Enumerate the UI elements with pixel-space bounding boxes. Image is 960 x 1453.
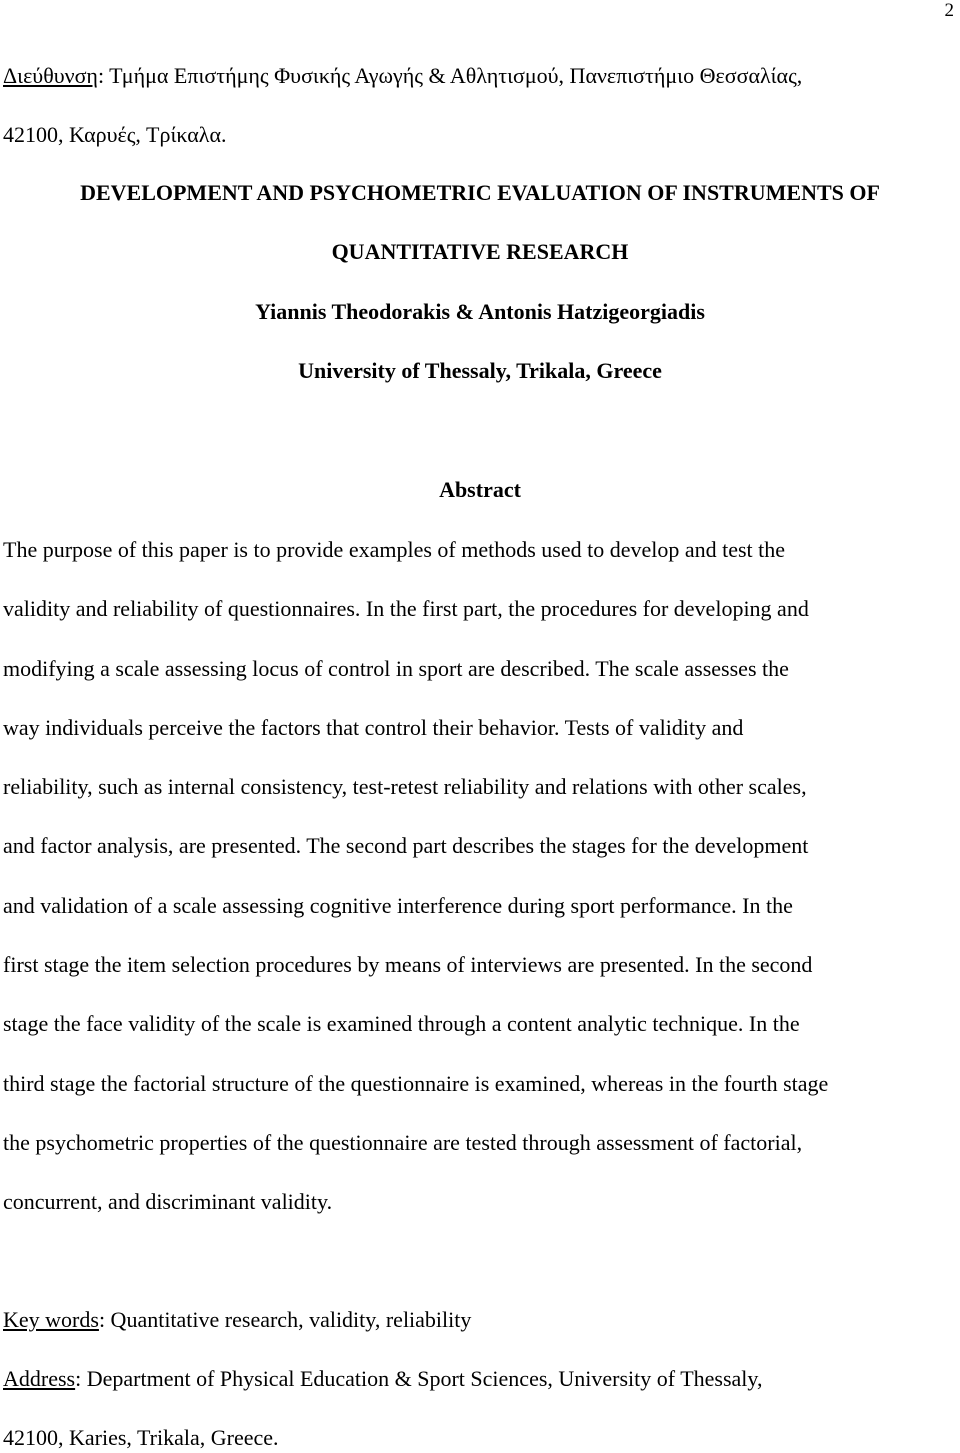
abstract-line: concurrent, and discriminant validity. <box>3 1189 333 1215</box>
address-line-1 <box>3 1364 762 1394</box>
authors: Yiannis Theodorakis & Antonis Hatzigeorgiadis <box>255 299 705 324</box>
greek-address-text: : Τμήμα Επιστήμης Φυσικής Αγωγής & Αθλητισμού, Πανεπιστήμιο Θεσσαλίας, <box>97 63 803 88</box>
abstract-line: The purpose of this paper is to provide examples of methods used to develop and test the <box>3 537 786 562</box>
affiliation: University of Thessaly, Trikala, Greece <box>298 358 662 383</box>
address-text: : Department of Physical Education & Sport Sciences, University of Thessaly, <box>75 1366 763 1391</box>
abstract-line: modifying a scale assessing locus of control in sport are described. The scale assesses the <box>3 655 789 681</box>
abstract-line: first stage the item selection procedures by means of interviews are presented. In the second <box>3 952 813 978</box>
page-number: 2 <box>944 0 954 21</box>
keywords <box>3 1305 471 1335</box>
keywords-label: Key words <box>3 1307 99 1332</box>
title-line-1: DEVELOPMENT AND PSYCHOMETRIC EVALUATION OF INSTRUMENTS OF <box>80 180 880 205</box>
abstract-line: and factor analysis, are presented. The second part describes the stages for the development <box>3 833 809 859</box>
address-label: Address <box>3 1366 76 1391</box>
address-line-2: 42100, Karies, Trikala, Greece. <box>3 1425 279 1450</box>
abstract-line: reliability, such as internal consistency, test-retest reliability and relations with other scales, <box>3 774 807 800</box>
greek-address-label: Διεύθυνση <box>3 63 98 88</box>
greek-address-line-2: 42100, Καρυές, Τρίκαλα. <box>3 122 227 147</box>
abstract-line: validity and reliability of questionnaires. In the first part, the procedures for developing and <box>3 596 809 622</box>
abstract-line: and validation of a scale assessing cognitive interference during sport performance. In the <box>3 892 793 918</box>
abstract-body <box>3 520 960 1232</box>
abstract-line: way individuals perceive the factors that control their behavior. Tests of validity and <box>3 714 744 740</box>
greek-address-line-1 <box>3 61 802 91</box>
abstract-line: stage the face validity of the scale is examined through a content analytic technique. In the <box>3 1011 800 1037</box>
keywords-text: : Quantitative research, validity, reliability <box>98 1307 472 1332</box>
abstract-line: third stage the factorial structure of the questionnaire is examined, whereas in the fourth stage <box>3 1070 829 1096</box>
title-line-2: QUANTITATIVE RESEARCH <box>331 239 629 264</box>
abstract-heading: Abstract <box>439 477 521 502</box>
abstract-line: the psychometric properties of the questionnaire are tested through assessment of factorial, <box>3 1129 803 1155</box>
